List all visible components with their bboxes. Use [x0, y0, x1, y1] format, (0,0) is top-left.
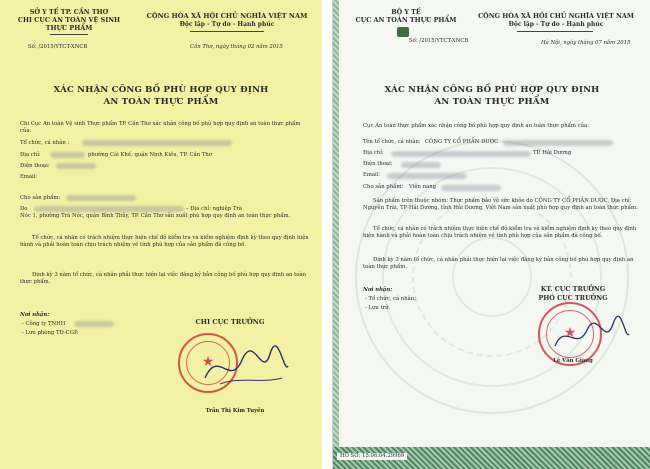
left-producer-label: Do — [20, 206, 28, 212]
left-org-label: Tổ chức, cá nhân : — [20, 140, 70, 146]
right-para2: Định kỳ 3 năm tổ chức, cá nhân phải thực hiện lại việc đăng ký bản công bố phù hợp quy định an toàn thực phẩm. — [363, 257, 634, 271]
left-product-redaction — [66, 195, 136, 201]
left-country-line: CỘNG HÒA XÃ HỘI CHỦ NGHĨA VIỆT NAM — [146, 12, 308, 20]
left-title-line2: AN TOÀN THỰC PHẨM — [103, 97, 219, 107]
right-address-value: TP. Hải Dương — [533, 150, 572, 156]
right-certificate — [332, 0, 650, 469]
left-motto: Độc lập - Tự do - Hạnh phúc — [179, 21, 275, 28]
right-phone-redaction — [401, 162, 441, 168]
right-red-stamp: ★ — [538, 302, 602, 366]
left-address-value: phường Cái Khế, quận Ninh Kiều, TP. Cần Thơ — [88, 152, 212, 158]
right-product-redaction — [441, 185, 501, 191]
left-signer-title: CHI CỤC TRƯỞNG — [195, 318, 265, 326]
right-signature — [551, 312, 631, 362]
right-agency-line2: CỤC AN TOÀN THỰC PHẨM — [355, 16, 457, 24]
left-producer-line: – Địa chỉ: nghiệp Trà — [186, 206, 243, 212]
right-email-label: Email: — [363, 172, 381, 178]
right-product-label: Cho sản phẩm: — [363, 184, 404, 190]
right-org-redaction — [503, 140, 613, 146]
right-address-label: Địa chỉ: — [363, 150, 384, 156]
left-address-label: Địa chỉ: — [20, 152, 41, 158]
right-intro: Cục An toàn thực phẩm xác nhận công bố phù hợp quy định an toàn thực phẩm của: — [363, 123, 589, 129]
left-agency-line1: SỞ Y TẾ TP. CẦN THƠ — [29, 8, 109, 16]
right-recipients-label: Nơi nhận: — [363, 287, 393, 293]
left-agency-line3: THỰC PHẨM — [45, 24, 93, 32]
left-product-label: Cho sản phẩm: — [20, 195, 61, 201]
left-address-redaction — [50, 152, 85, 158]
right-signer-title1: KT. CỤC TRƯỞNG — [540, 285, 606, 293]
right-doc-number: Số: /2015/YTCT-XNCB — [409, 38, 469, 44]
left-recipients-label: Nơi nhận: — [20, 312, 50, 318]
right-file-number: HỒ SƠ: 15.06.04.29969 — [337, 453, 407, 460]
left-motto-underline — [190, 31, 264, 32]
right-motto: Độc lập - Tự do - Hạnh phúc — [508, 21, 604, 28]
left-recipient2: - Lưu phòng TĐ-CGP. — [22, 330, 79, 336]
left-email-label: Email: — [20, 174, 38, 180]
right-date: Hà Nội, ngày tháng 07 năm 2015 — [541, 40, 631, 46]
right-title-line1: XÁC NHẬN CÔNG BỐ PHÙ HỢP QUY ĐỊNH — [384, 85, 600, 95]
left-title-line1: XÁC NHẬN CÔNG BỐ PHÙ HỢP QUY ĐỊNH — [53, 85, 269, 95]
right-product-value: Viên nang — [409, 184, 437, 190]
right-title-line2: AN TOÀN THỰC PHẨM — [434, 97, 550, 107]
left-para2: Định kỳ 3 năm tổ chức, cá nhân phải thực hiện lại việc đăng ký bản công bố phù hợp quy định an toàn thực phẩm. — [20, 272, 307, 286]
right-phone-label: Điện thoại: — [363, 161, 393, 167]
left-agency-underline — [50, 34, 88, 35]
left-guilloche-border — [333, 0, 339, 469]
left-doc-number: Số: /2015/YTCT-XNCB — [28, 44, 88, 50]
right-country-line: CỘNG HÒA XÃ HỘI CHỦ NGHĨA VIỆT NAM — [478, 12, 634, 20]
left-phone-redaction — [56, 163, 96, 169]
left-producer-line2: Nóc 1, phường Trà Nóc, quận Bình Thủy, TP. Cần Thơ sản xuất phù hợp quy định an toàn thực phẩm. — [20, 213, 291, 219]
right-email-redaction — [387, 173, 467, 179]
right-org-value: CÔNG TY CỔ PHẦN DƯỢC — [425, 139, 499, 145]
right-address-redaction — [391, 151, 531, 157]
left-date: Cần Thơ, ngày tháng 02 năm 2015 — [190, 44, 283, 50]
right-recipient1: - Tổ chức, cá nhân; — [365, 296, 417, 302]
left-certificate — [0, 0, 322, 469]
left-red-stamp: ★ — [178, 333, 238, 393]
left-recipient-redaction — [74, 321, 114, 327]
left-intro: Chi Cục An toàn Vệ sinh Thực phẩm TP. Cần Thơ xác nhận công bố phù hợp quy định an toàn thực phẩm của: — [20, 121, 301, 135]
right-recipient2: - Lưu trữ. — [365, 305, 391, 311]
right-para-main: Sản phẩm trên thuộc nhóm: Thực phẩm bảo vệ sức khỏe do CÔNG TY CỔ PHẦN DƯỢC, Địa chỉ: Nguyễn Trãi, TP Hải Dương, tỉnh Hải Dương, Việt Nam sản xuất phù hợp quy định an toàn thực phẩm. — [363, 198, 638, 212]
right-agency-line1: BỘ Y TẾ — [391, 8, 421, 16]
left-signature — [200, 340, 290, 395]
left-signer-name: Trần Thị Kim Tuyến — [205, 408, 265, 414]
ministry-emblem-icon — [397, 27, 409, 37]
right-org-label: Tên tổ chức, cá nhân: — [363, 139, 421, 145]
left-para1: Tổ chức, cá nhân có trách nhiệm thực hiện chế độ kiểm tra và kiểm nghiệm định kỳ theo quy định hiện hành và phải hoàn toàn chịu trách nhiệm về tính phù hợp của sản phẩm đã công bố. — [20, 235, 309, 249]
left-producer-redaction — [34, 206, 184, 212]
right-signer-name: Lê Văn Giang — [553, 358, 593, 364]
right-motto-underline — [517, 31, 593, 32]
background-drum-watermark — [355, 140, 629, 414]
left-agency-line2: CHI CỤC AN TOÀN VỆ SINH — [17, 16, 121, 24]
right-signer-title2: PHÓ CỤC TRƯỞNG — [538, 294, 608, 302]
right-para1: Tổ chức, cá nhân có trách nhiệm thực hiện chế độ kiểm tra và kiểm nghiệm định kỳ theo quy định hiện hành và phải hoàn toàn chịu trách nhiệm về tính phù hợp của sản phẩm đã công bố. — [363, 226, 637, 240]
left-org-redaction — [82, 140, 232, 146]
left-phone-label: Điện thoại: — [20, 163, 50, 169]
left-recipient1: - Công ty TNHH — [22, 321, 66, 327]
